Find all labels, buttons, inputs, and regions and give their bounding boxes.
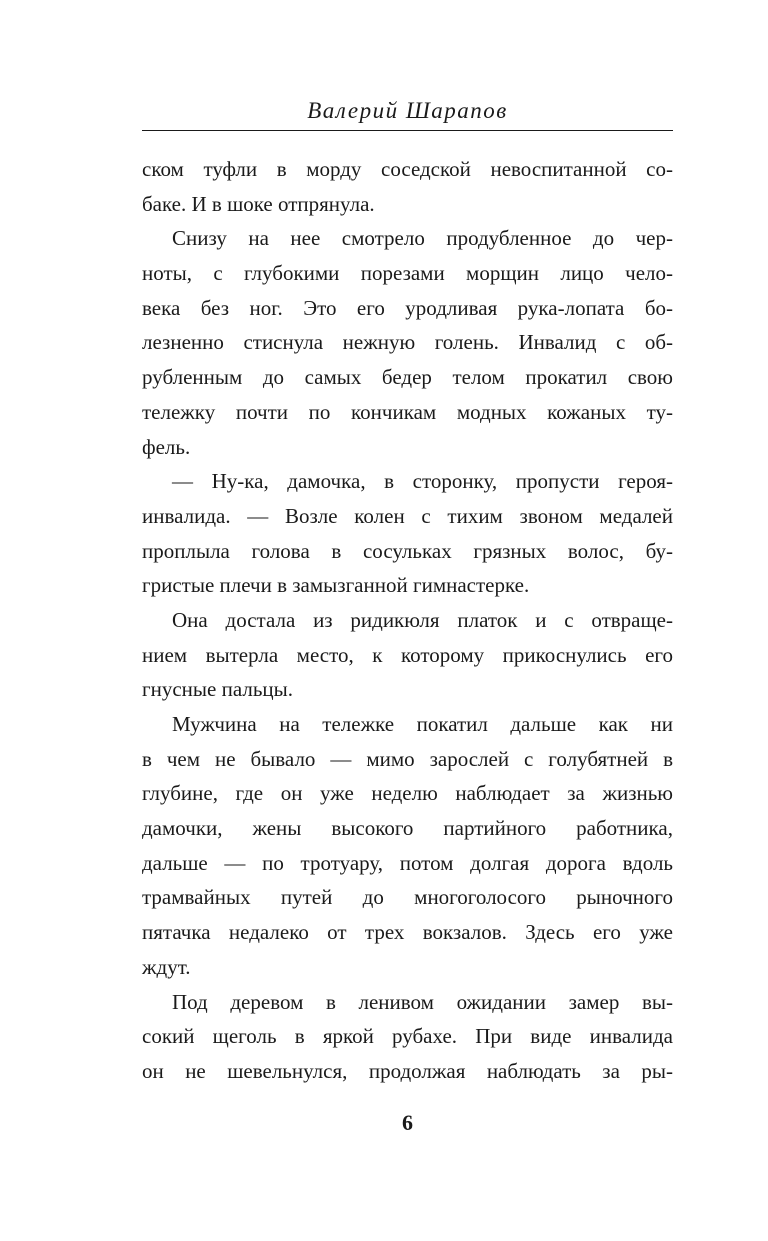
text-line: пятачка недалеко от трех вокзалов. Здесь его уже [142,920,673,945]
header-rule [142,130,673,131]
text-line: нием вытерла место, к которому прикоснулись его [142,642,673,667]
text-line: баке. И в шоке отпрянула. [142,191,375,216]
text-line: Снизу на нее смотрело продубленное до чер- [172,226,673,251]
text-line: ноты, с глубокими порезами морщин лицо чело- [142,261,673,286]
text-line: гнусные пальцы. [142,677,293,702]
text-line: глубине, где он уже неделю наблюдает за жизнью [142,781,673,806]
text-line: он не шевельнулся, продолжая наблюдать за ры- [142,1058,673,1083]
text-line: сокий щеголь в яркой рубахе. При виде инвалида [142,1024,673,1049]
text-line: трамвайных путей до многоголосого рыночного [142,885,673,910]
body-text [142,152,673,1089]
text-line: инвалида. — Возле колен с тихим звоном медалей [142,503,673,528]
page-number: 6 [402,1110,413,1135]
text-line: ском туфли в морду соседской невоспитанной со- [142,157,673,181]
text-line: Она достала из ридикюля платок и с отвраще- [172,607,673,632]
text-line: ждут. [142,954,191,979]
text-line: — Ну-ка, дамочка, в сторонку, пропусти героя- [172,469,673,494]
text-line: в чем не бывало — мимо зарослей с голубятней в [142,746,673,771]
text-line: дамочки, жены высокого партийного работника, [142,816,673,841]
running-head-author: Валерий Шарапов [307,98,508,123]
text-line: тележку почти по кончикам модных кожаных ту- [142,399,673,424]
text-line: Под деревом в ленивом ожидании замер вы- [172,989,673,1014]
text-line: проплыла голова в сосульках грязных волос, бу- [142,538,673,563]
text-line: века без ног. Это его уродливая рука-лопата бо- [142,295,673,320]
text-line: гристые плечи в замызганной гимнастерке. [142,573,530,598]
text-line: лезненно стиснула нежную голень. Инвалид с об- [142,330,673,355]
text-line: Мужчина на тележке покатил дальше как ни [172,712,673,736]
text-line: дальше — по тротуару, потом долгая дорога вдоль [142,850,673,875]
text-line: рубленным до самых бедер телом прокатил свою [142,365,673,390]
text-line: фель. [142,434,191,459]
